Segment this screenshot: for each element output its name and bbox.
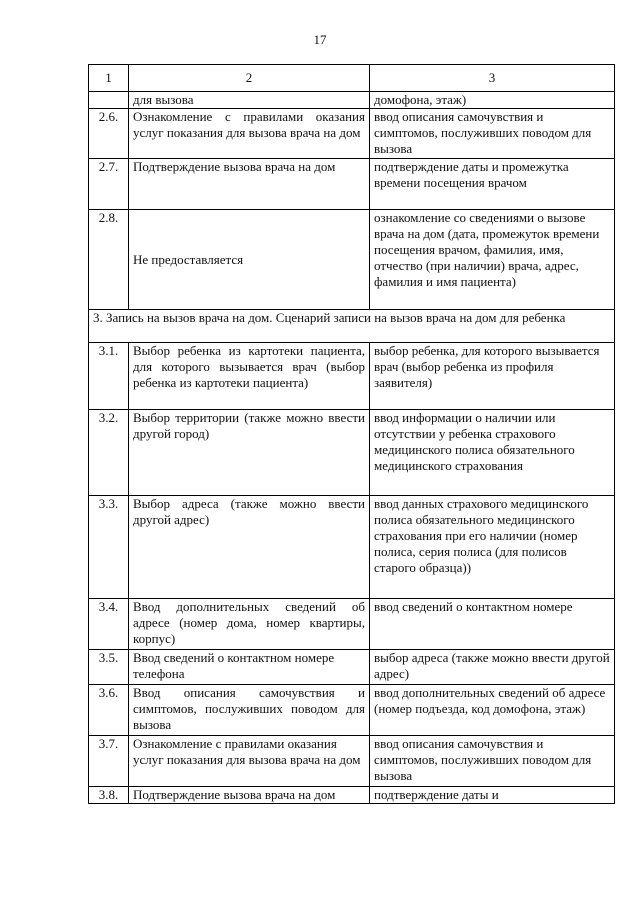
- row-col3: ознакомление со сведениями о вызове врача на дом (дата, промежуток времени посещения врачом, фамилия, имя, отчество (при наличии) врача, адрес, фамилия и имя пациента): [370, 210, 615, 310]
- row-col2: для вызова: [129, 92, 370, 109]
- services-table: [88, 64, 615, 804]
- row-number: 3.4.: [89, 599, 129, 650]
- row-col2: Подтверждение вызова врача на дом: [129, 159, 370, 210]
- row-col3: подтверждение даты и: [370, 787, 615, 804]
- row-col3: ввод описания самочувствия и симптомов, послуживших поводом для вызова: [370, 736, 615, 787]
- table-row-3-8: [89, 787, 615, 804]
- table-row-3-3: [89, 496, 615, 599]
- row-col2: Ввод сведений о контактном номере телефона: [129, 650, 370, 685]
- row-col3: ввод описания самочувствия и симптомов, послуживших поводом для вызова: [370, 109, 615, 159]
- table-row-3-7: [89, 736, 615, 787]
- row-number: 3.5.: [89, 650, 129, 685]
- row-number: 2.6.: [89, 109, 129, 159]
- table-row-3-5: [89, 650, 615, 685]
- table-header-row: [89, 65, 615, 92]
- table-row-2-6: [89, 109, 615, 159]
- row-col2: Ознакомление с правилами оказания услуг показания для вызова врача на дом: [129, 109, 370, 159]
- row-col3: ввод информации о наличии или отсутствии у ребенка страхового медицинского полиса обязательного медицинского страхования: [370, 410, 615, 496]
- row-number: 3.1.: [89, 343, 129, 410]
- section-title-row: [89, 310, 615, 343]
- table-row-3-2: [89, 410, 615, 496]
- row-number: 3.6.: [89, 685, 129, 736]
- row-col3: ввод данных страхового медицинского полиса обязательного медицинского страхования при его наличии (номер полиса, серия полиса (для полисов старого образца)): [370, 496, 615, 599]
- row-col3: выбор адреса (также можно ввести другой адрес): [370, 650, 615, 685]
- row-col2: Подтверждение вызова врача на дом: [129, 787, 370, 804]
- table-row-3-1: [89, 343, 615, 410]
- row-col3: подтверждение даты и промежутка времени посещения врачом: [370, 159, 615, 210]
- row-number: 3.3.: [89, 496, 129, 599]
- header-col-3: 3: [370, 65, 615, 92]
- section-title: 3. Запись на вызов врача на дом. Сценарий записи на вызов врача на дом для ребенка: [89, 310, 615, 343]
- table-row-2-8: [89, 210, 615, 310]
- table-row-3-4: [89, 599, 615, 650]
- row-col3: домофона, этаж): [370, 92, 615, 109]
- row-number: [89, 92, 129, 109]
- row-col3: ввод сведений о контактном номере: [370, 599, 615, 650]
- header-col-1: 1: [89, 65, 129, 92]
- row-col2: Выбор ребенка из картотеки пациента, для которого вызывается врач (выбор ребенка из картотеки пациента): [129, 343, 370, 410]
- row-col2: Ознакомление с правилами оказания услуг показания для вызова врача на дом: [129, 736, 370, 787]
- row-col2: Ввод описания самочувствия и симптомов, послуживших поводом для вызова: [129, 685, 370, 736]
- row-number: 2.8.: [89, 210, 129, 310]
- table-row-continuation: [89, 92, 615, 109]
- row-number: 3.8.: [89, 787, 129, 804]
- table-row-3-6: [89, 685, 615, 736]
- row-number: 3.2.: [89, 410, 129, 496]
- table-row-2-7: [89, 159, 615, 210]
- row-col2: Выбор территории (также можно ввести другой город): [129, 410, 370, 496]
- row-number: 3.7.: [89, 736, 129, 787]
- row-col2: Выбор адреса (также можно ввести другой адрес): [129, 496, 370, 599]
- row-number: 2.7.: [89, 159, 129, 210]
- row-col3: выбор ребенка, для которого вызывается врач (выбор ребенка из профиля заявителя): [370, 343, 615, 410]
- header-col-2: 2: [129, 65, 370, 92]
- row-col2: Не предоставляется: [129, 210, 370, 310]
- row-col2: Ввод дополнительных сведений об адресе (номер дома, номер квартиры, корпус): [129, 599, 370, 650]
- row-col3: ввод дополнительных сведений об адресе (номер подъезда, код домофона, этаж): [370, 685, 615, 736]
- page-number: 17: [313, 32, 327, 47]
